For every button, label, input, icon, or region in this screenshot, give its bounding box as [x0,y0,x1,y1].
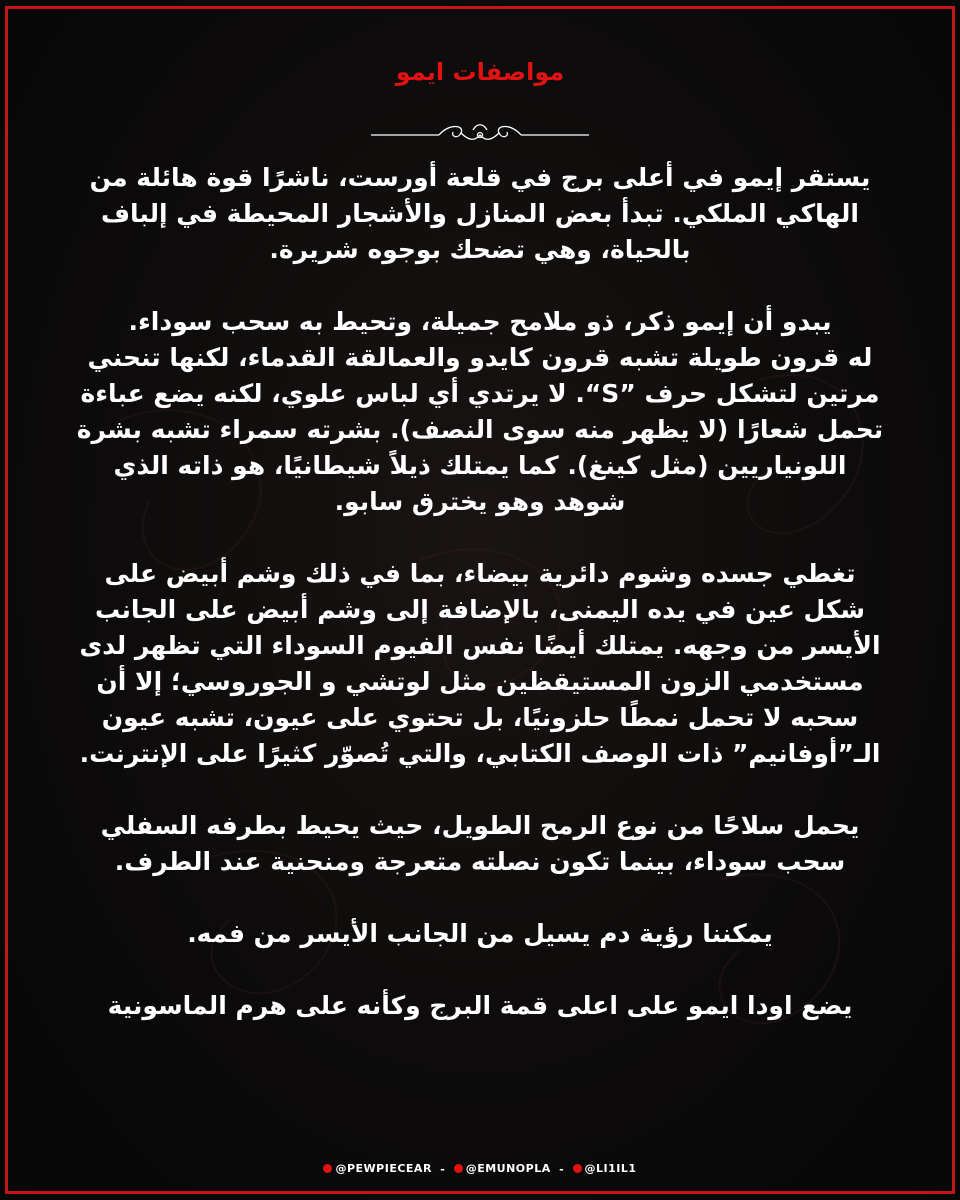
text-line: تحمل شعارًا (لا يظهر منه سوى النصف). بشرته سمراء تشبه بشرة [76,415,884,444]
text-line: سحب سوداء، بينما تكون نصلته متعرجة ومنحنية عند الطرف. [114,847,846,876]
credit-handle-text: @EMUNOPLA [465,1162,551,1175]
text-line: الـ”أوفانيم” ذات الوصف الكتابي، والتي تُصوّر كثيرًا على الإنترنت. [79,739,881,768]
paragraph [40,556,920,772]
credit-handle-text: @LI1IL1 [584,1162,637,1175]
paragraph [40,988,920,1024]
paragraph [40,808,920,880]
text-line: يمكننا رؤية دم يسيل من الجانب الأيسر من فمه. [187,919,773,948]
text-line: الهاكي الملكي. تبدأ بعض المنازل والأشجار المحيطة في إلباف [101,199,859,228]
credit-handle[interactable] [323,1162,431,1175]
credits-bar [0,1162,960,1176]
page-title: مواصفات ايمو [395,58,565,86]
text-line: تغطي جسده وشوم دائرية بيضاء، بما في ذلك وشم أبيض على [104,559,856,588]
credit-handle[interactable] [454,1162,551,1175]
text-line: يبدو أن إيمو ذكر، ذو ملامح جميلة، وتحيط به سحب سوداء. [128,307,832,336]
credit-handle-text: @PEWPIECEAR [335,1162,432,1175]
ornament-divider-icon [369,119,591,149]
text-line: مستخدمي الزون المستيقظين مثل لوتشي و الجوروسي؛ إلا أن [96,667,864,696]
credit-separator: - [440,1163,446,1176]
text-line: شكل عين في يده اليمنى، بالإضافة إلى وشم أبيض على الجانب [95,595,865,624]
text-line: سحبه لا تحمل نمطًا حلزونيًا، بل تحتوي على عيون، تشبه عيون [101,703,859,732]
paragraph [40,916,920,952]
instagram-icon [454,1164,463,1173]
text-line: له قرون طويلة تشبه قرون كايدو والعمالقة القدماء، لكنها تنحني [87,343,873,372]
paragraph [40,304,920,520]
paragraph [40,160,920,268]
body-text [40,160,920,1060]
text-line: يستقر إيمو في أعلى برج في قلعة أورست، ناشرًا قوة هائلة من [89,163,871,192]
text-line: اللونياريين (مثل كينغ). كما يمتلك ذيلاً شيطانيًا، هو ذاته الذي [113,451,847,480]
instagram-icon [323,1164,332,1173]
instagram-icon [573,1164,582,1173]
text-line: يضع اودا ايمو على اعلى قمة البرج وكأنه على هرم الماسونية [107,991,853,1020]
text-line: مرتين لتشكل حرف ”S“. لا يرتدي أي لباس علوي، لكنه يضع عباءة [80,379,880,408]
credit-handle[interactable] [573,1162,637,1175]
text-line: يحمل سلاحًا من نوع الرمح الطويل، حيث يحيط بطرفه السفلي [100,811,860,840]
credit-separator: - [559,1163,565,1176]
text-line: بالحياة، وهي تضحك بوجوه شريرة. [269,235,691,264]
text-line: شوهد وهو يخترق سابو. [334,487,626,516]
text-line: الأيسر من وجهه. يمتلك أيضًا نفس الفيوم السوداء التي تظهر لدى [79,631,881,660]
